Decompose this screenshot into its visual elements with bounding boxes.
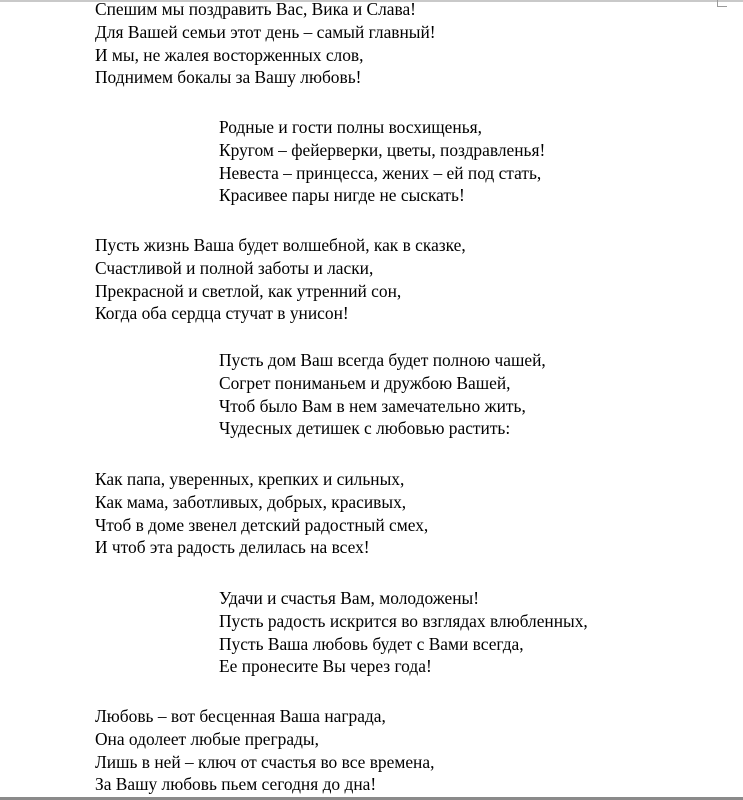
stanza-5 [95, 468, 428, 559]
poem-line: Красивее пары нигде не сыскать! [219, 185, 465, 206]
poem-line: Удачи и счастья Вам, молодожены! [219, 588, 479, 608]
poem-line: Чтоб в доме звенел детский радостный смех, [95, 514, 429, 535]
poem-line: Прекрасной и светлой, как утренний сон, [95, 280, 402, 301]
poem-line: Лишь в ней – ключ от счастья во все времена, [95, 751, 435, 772]
poem-line: И чтоб эта радость делилась на всех! [95, 537, 370, 558]
poem-line: Пусть жизнь Ваша будет волшебной, как в сказке, [95, 235, 466, 255]
poem-line: Как мама, заботливых, добрых, красивых, [95, 491, 407, 512]
poem-line: Пусть Ваша любовь будет с Вами всегда, [219, 633, 524, 654]
poem-line: Согрет пониманьем и дружбою Вашей, [219, 372, 511, 393]
poem-line: За Вашу любовь пьем сегодня до дна! [95, 774, 377, 795]
poem-line: Невеста – принцесса, жених – ей под стать, [219, 162, 542, 183]
poem-line: Любовь – вот бесценная Ваша награда, [95, 706, 386, 726]
poem-line: Спешим мы поздравить Вас, Вика и Слава! [95, 0, 416, 19]
poem-line: Кругом – фейерверки, цветы, поздравленья! [219, 139, 546, 160]
stanza-3 [95, 234, 466, 325]
poem-line: Она одолеет любые преграды, [95, 728, 319, 749]
text-boundary-corner-mark [717, 0, 727, 7]
poem-line: Счастливой и полной заботы и ласки, [95, 257, 374, 278]
stanza-4 [219, 349, 546, 440]
poem-line: Как папа, уверенных, крепких и сильных, [95, 469, 405, 489]
poem-line: Ее пронесите Вы через года! [219, 656, 432, 677]
poem-line: Пусть радость искрится во взглядах влюбленных, [219, 610, 588, 631]
stanza-1 [95, 0, 436, 89]
poem-line: Пусть дом Ваш всегда будет полною чашей, [219, 350, 546, 370]
stanza-7 [95, 705, 434, 796]
stanza-6 [219, 587, 588, 678]
poem-line: Родные и гости полны восхищенья, [219, 117, 482, 137]
poem-line: Когда оба сердца стучат в унисон! [95, 303, 349, 324]
stanza-2 [219, 116, 545, 207]
poem-line: Чтоб было Вам в нем замечательно жить, [219, 395, 526, 416]
poem-line: Чудесных детишек с любовью растить: [219, 418, 511, 439]
poem-line: Поднимем бокалы за Вашу любовь! [95, 67, 362, 88]
poem-line: Для Вашей семьи этот день – самый главный! [95, 21, 436, 42]
poem-line: И мы, не жалея восторженных слов, [95, 44, 364, 65]
